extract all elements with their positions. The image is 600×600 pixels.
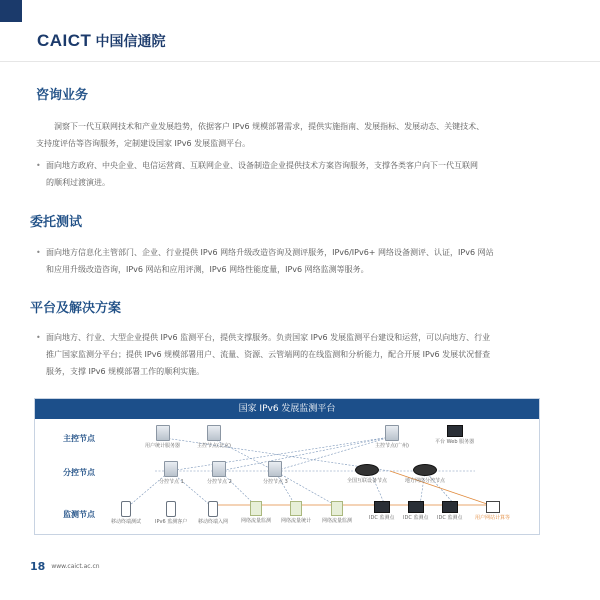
monitor-node-label: IDC 监测点 xyxy=(437,515,463,521)
sub-node xyxy=(263,461,288,485)
monitor-node-label: IDC 监测点 xyxy=(369,515,395,521)
master-node xyxy=(197,425,231,449)
server-icon xyxy=(207,425,221,441)
platform-bullet xyxy=(36,329,566,380)
page-footer xyxy=(30,560,100,573)
monitor-node-label: IPv6 监测客户 xyxy=(155,519,188,525)
testing-bullet xyxy=(36,244,566,278)
monitor-node xyxy=(403,501,428,521)
phone-icon xyxy=(121,501,131,517)
sub-node-label: 分控节点 3 xyxy=(263,479,288,485)
platform-bullet-line: 推广国家监测分平台；提供 IPv6 规模部署用户、流量、资源、云管端网的在线监测和分析能力，配合开展 IPv6 发展状况督查 xyxy=(46,350,491,359)
master-node xyxy=(145,425,180,449)
corner-accent xyxy=(0,0,22,22)
server-icon xyxy=(156,425,170,441)
monitor-node xyxy=(475,501,510,521)
monitor-node xyxy=(322,501,352,524)
monitor-node-label: 移动终端入网 xyxy=(198,519,229,525)
master-node xyxy=(435,425,474,445)
master-node-label: 主控节点(北京) xyxy=(197,443,231,449)
testing-bullet-line: 和应用升级改造咨询，IPv6 网站和应用评测，IPv6 网络性能度量，IPv6 网络监测等服务。 xyxy=(46,265,369,274)
sub-node-label: 全国互联设备节点 xyxy=(347,478,388,484)
consulting-bullet-line: • 面向地方政府、中央企业、电信运营商、互联网企业、设备制造企业提供技术方案咨询服务，支撑各类客户向下一代互联网 xyxy=(46,161,478,170)
monitor-node-label: 网络流量监测 xyxy=(241,518,272,524)
master-node-label: 主控节点(广州) xyxy=(375,443,409,449)
consulting-paragraph-line: 洞察下一代互联网技术和产业发展趋势，依据客户 IPv6 规模部署需求，提供实施指南、发展指标、发展动态、关键技术、 xyxy=(54,122,485,131)
monitor-node-label: 网络流量统计 xyxy=(281,518,312,524)
brand-logo xyxy=(37,31,165,51)
server-icon xyxy=(268,461,282,477)
phone-icon xyxy=(208,501,218,517)
master-node-label: 用户统计服务器 xyxy=(145,443,181,449)
diagram-title: 国家 IPv6 发展监测平台 xyxy=(35,399,539,419)
consulting-paragraph xyxy=(36,118,566,152)
monitor-node xyxy=(437,501,462,521)
monitor-node-label: 用户网站计算等 xyxy=(475,515,511,521)
sub-node-label: 分控节点 1 xyxy=(159,479,184,485)
sub-node xyxy=(405,464,445,484)
monitor-node xyxy=(198,501,228,525)
tier-label-monitor: 监测节点 xyxy=(63,510,95,519)
server-icon xyxy=(385,425,399,441)
footer-url: www.caict.ac.cn xyxy=(51,563,100,570)
section-heading-platform: 平台及解决方案 xyxy=(30,301,122,316)
monitor-icon xyxy=(374,501,390,513)
router-icon xyxy=(413,464,437,476)
sub-node-label: 地方网络分控节点 xyxy=(405,478,446,484)
consulting-bullet-line: 的顺利过渡演进。 xyxy=(46,178,110,187)
monitor-node xyxy=(281,501,311,524)
sub-node xyxy=(159,461,184,485)
tier-label-sub: 分控节点 xyxy=(63,468,95,477)
monitoring-platform-diagram xyxy=(34,398,540,535)
document-icon xyxy=(331,501,343,516)
document-icon xyxy=(250,501,262,516)
consulting-paragraph-line: 支持度评估等咨询服务，定制建设国家 IPv6 发展监测平台。 xyxy=(36,139,251,148)
router-icon xyxy=(355,464,379,476)
testing-bullet-line: • 面向地方信息化主管部门、企业、行业提供 IPv6 网络升级改造咨询及测评服务，IPv6/IPv6+ 网络设备测评、认证，IPv6 网站 xyxy=(46,248,494,257)
consulting-bullet xyxy=(36,157,566,191)
section-heading-testing: 委托测试 xyxy=(30,215,83,230)
monitor-node-label: 移动终端测试 xyxy=(111,519,142,525)
platform-bullet-line: • 面向地方、行业、大型企业提供 IPv6 监测平台，提供支撑服务。负责国家 IPv6 发展监测平台建设和运营，可以向地方、行业 xyxy=(46,333,491,342)
brand-logo-en: CAICT xyxy=(37,31,92,50)
document-icon xyxy=(290,501,302,516)
server-icon xyxy=(164,461,178,477)
section-heading-consulting: 咨询业务 xyxy=(36,88,89,103)
web-server-icon xyxy=(447,425,463,437)
platform-bullet-line: 服务，支撑 IPv6 规模部署工作的顺利实施。 xyxy=(46,367,205,376)
image-icon xyxy=(486,501,500,513)
monitor-node xyxy=(111,501,141,525)
sub-node xyxy=(207,461,232,485)
monitor-node-label: 网络流量监测 xyxy=(322,518,353,524)
phone-icon xyxy=(166,501,176,517)
sub-node-label: 分控节点 2 xyxy=(207,479,232,485)
header-divider xyxy=(0,61,600,62)
monitor-node-label: IDC 监测点 xyxy=(403,515,429,521)
monitor-icon xyxy=(442,501,458,513)
page-number: 18 xyxy=(30,560,46,573)
server-icon xyxy=(212,461,226,477)
tier-label-master: 主控节点 xyxy=(63,434,95,443)
sub-node xyxy=(347,464,387,484)
monitor-node xyxy=(241,501,271,524)
monitor-node xyxy=(369,501,394,521)
monitor-node xyxy=(155,501,187,525)
master-node-label: 平台 Web 服务器 xyxy=(435,439,475,445)
monitor-icon xyxy=(408,501,424,513)
master-node xyxy=(375,425,409,449)
brand-logo-cn: 中国信通院 xyxy=(95,34,166,50)
